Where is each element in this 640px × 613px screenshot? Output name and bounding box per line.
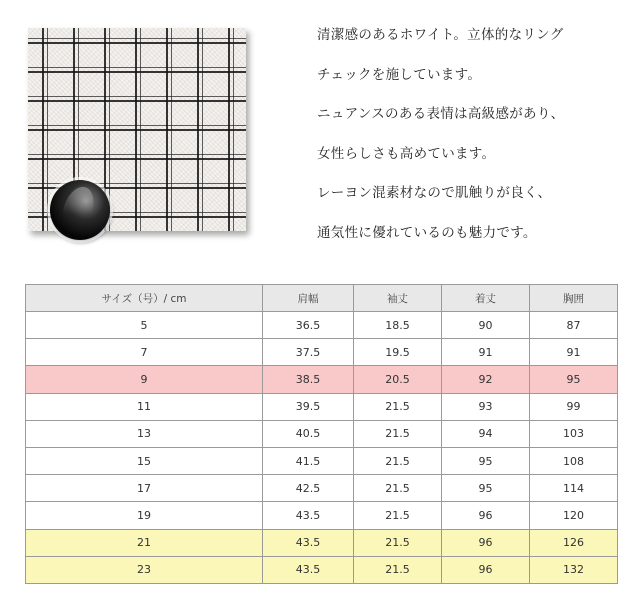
sleeve-cell: 18.5 <box>354 312 442 339</box>
shoulder-cell: 43.5 <box>263 502 354 529</box>
description-line: 清潔感のあるホワイト。立体的なリング <box>317 27 564 43</box>
fabric-swatch-image <box>28 28 246 231</box>
size-cell: 5 <box>26 312 263 339</box>
description-line: チェックを施しています。 <box>317 66 482 83</box>
chest-cell: 95 <box>530 366 618 393</box>
black-button-icon <box>50 180 110 240</box>
table-row <box>26 529 618 556</box>
chest-cell: 99 <box>530 393 618 420</box>
shoulder-cell: 39.5 <box>263 393 354 420</box>
chest-cell: 103 <box>530 420 618 447</box>
sleeve-cell: 21.5 <box>354 556 442 583</box>
table-header-row <box>26 285 618 312</box>
size-cell: 19 <box>26 502 263 529</box>
chest-cell: 126 <box>530 529 618 556</box>
shoulder-cell: 38.5 <box>263 366 354 393</box>
chest-cell: 120 <box>530 502 618 529</box>
table-row <box>26 312 618 339</box>
table-row <box>26 475 618 502</box>
length-cell: 91 <box>442 339 530 366</box>
chest-cell: 114 <box>530 475 618 502</box>
shoulder-cell: 41.5 <box>263 447 354 474</box>
header-size: サイズ（号）/ cm <box>26 285 263 312</box>
chest-cell: 132 <box>530 556 618 583</box>
table-row <box>26 420 618 447</box>
sleeve-cell: 21.5 <box>354 393 442 420</box>
sleeve-cell: 21.5 <box>354 475 442 502</box>
header-body-length: 着丈 <box>442 285 530 312</box>
header-shoulder-width: 肩幅 <box>263 285 354 312</box>
description-line: レーヨン混素材なので肌触りが良く、 <box>317 185 552 201</box>
length-cell: 95 <box>442 475 530 502</box>
header-chest: 胸囲 <box>530 285 618 312</box>
description-line: ニュアンスのある表情は高級感があり、 <box>317 106 565 122</box>
sleeve-cell: 21.5 <box>354 447 442 474</box>
length-cell: 92 <box>442 366 530 393</box>
table-row <box>26 393 618 420</box>
sleeve-cell: 21.5 <box>354 502 442 529</box>
header-sleeve-length: 袖丈 <box>354 285 442 312</box>
length-cell: 96 <box>442 502 530 529</box>
shoulder-cell: 43.5 <box>263 529 354 556</box>
description-line: 通気性に優れているのも魅力です。 <box>317 224 537 241</box>
length-cell: 95 <box>442 447 530 474</box>
size-cell: 9 <box>26 366 263 393</box>
sleeve-cell: 19.5 <box>354 339 442 366</box>
table-row <box>26 447 618 474</box>
table-row <box>26 502 618 529</box>
size-cell: 13 <box>26 420 263 447</box>
description-line: 女性らしさも高めています。 <box>317 145 496 162</box>
chest-cell: 108 <box>530 447 618 474</box>
shoulder-cell: 36.5 <box>263 312 354 339</box>
shoulder-cell: 43.5 <box>263 556 354 583</box>
sleeve-cell: 21.5 <box>354 529 442 556</box>
table-row <box>26 366 618 393</box>
size-cell: 21 <box>26 529 263 556</box>
sleeve-cell: 21.5 <box>354 420 442 447</box>
size-table-body <box>26 312 618 584</box>
table-row <box>26 556 618 583</box>
length-cell: 94 <box>442 420 530 447</box>
length-cell: 93 <box>442 393 530 420</box>
size-cell: 23 <box>26 556 263 583</box>
sleeve-cell: 20.5 <box>354 366 442 393</box>
shoulder-cell: 42.5 <box>263 475 354 502</box>
length-cell: 96 <box>442 529 530 556</box>
product-description <box>317 22 627 259</box>
size-cell: 15 <box>26 447 263 474</box>
size-cell: 11 <box>26 393 263 420</box>
length-cell: 90 <box>442 312 530 339</box>
shoulder-cell: 37.5 <box>263 339 354 366</box>
chest-cell: 91 <box>530 339 618 366</box>
size-chart-table <box>25 284 618 584</box>
table-row <box>26 339 618 366</box>
chest-cell: 87 <box>530 312 618 339</box>
shoulder-cell: 40.5 <box>263 420 354 447</box>
length-cell: 96 <box>442 556 530 583</box>
size-cell: 17 <box>26 475 263 502</box>
size-cell: 7 <box>26 339 263 366</box>
